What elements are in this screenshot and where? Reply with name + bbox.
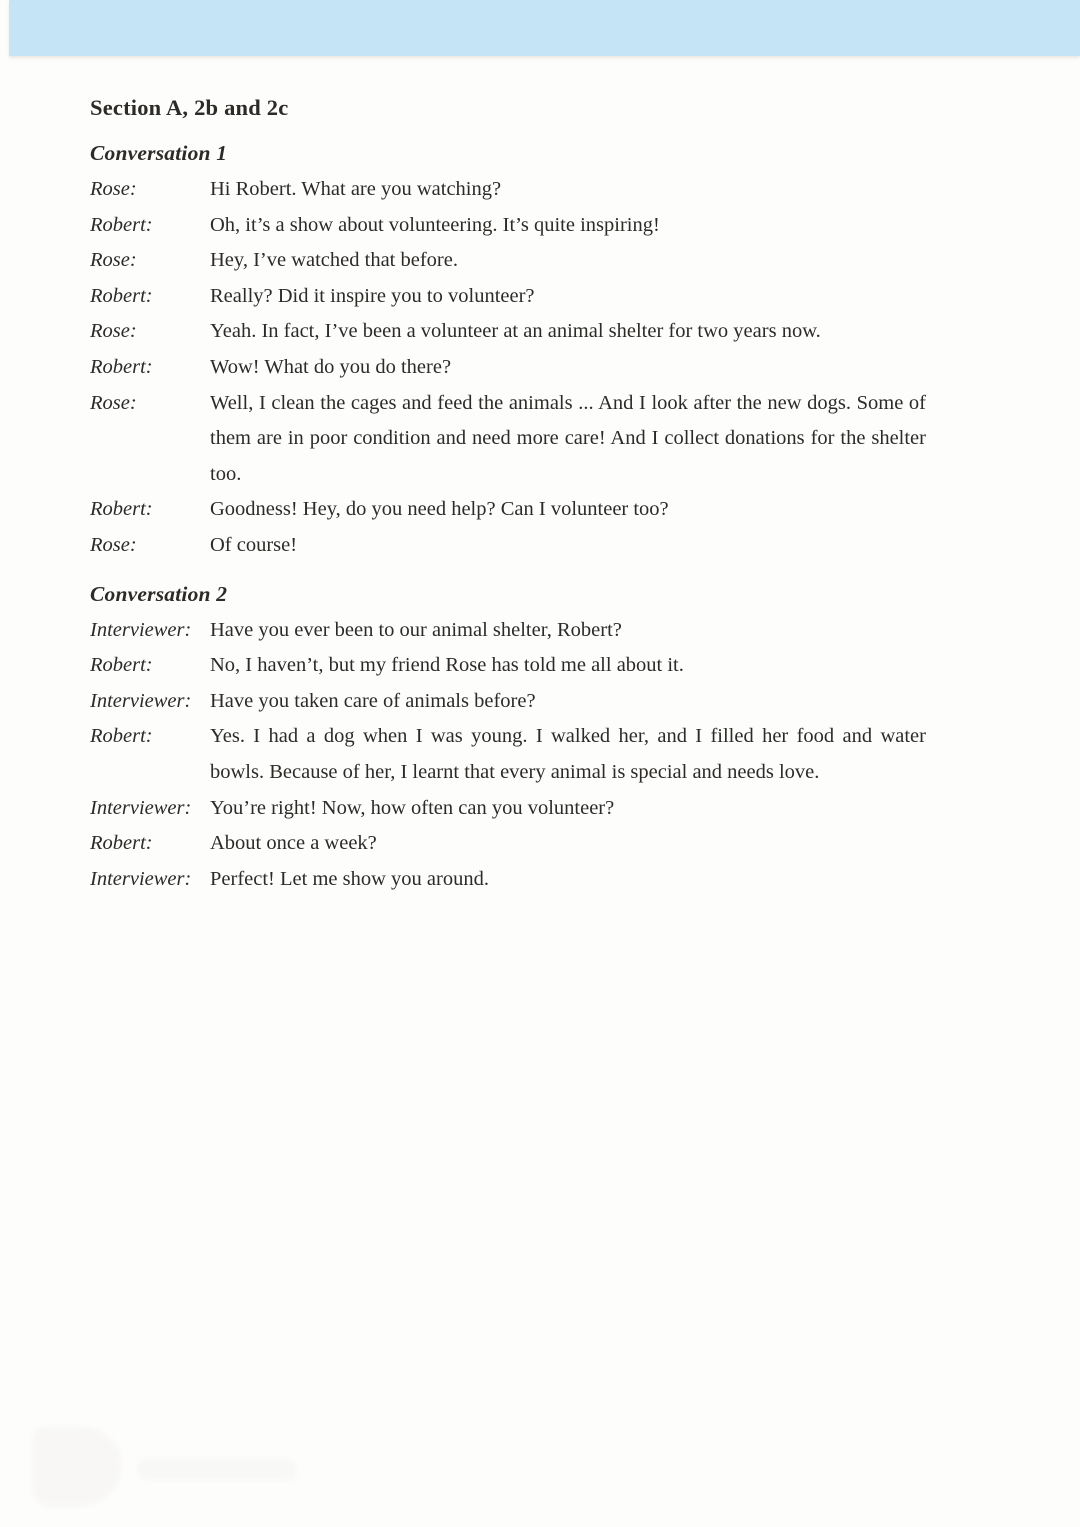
speaker-label: Rose: [90,178,137,200]
speaker-label: Rose: [90,249,137,272]
utterance-text: Have you ever been to our animal shelter, Robert? [210,618,622,641]
dialogue-line [90,791,926,827]
dialogue-line [90,350,926,386]
dialogue-line [90,279,926,315]
conversation-title: Conversation 2 [90,581,228,606]
utterance-text: About once a week? [210,832,377,855]
utterance-text: Really? Did it inspire you to volunteer? [210,284,535,307]
speaker-label: Rose: [90,533,137,556]
utterance-text: Yes. I had a dog when I was young. I walked her, and I filled her food and water bowls. Because of her, I learnt that every animal is special and needs love. [210,725,926,783]
speaker-label: Interviewer: [90,867,192,890]
utterance-text: Oh, it’s a show about volunteering. It’s quite inspiring! [210,213,660,236]
dialogue-line [90,684,926,720]
speaker-label: Interviewer: [90,689,192,712]
dialogue-line [90,719,926,790]
utterance-text: Hey, I’ve watched that before. [210,249,458,272]
dialogue-line [90,243,926,279]
watermark-shape [137,1459,297,1481]
utterance-text: Wow! What do you do there? [210,355,452,378]
conversations-container [90,137,926,897]
dialogue-line [90,172,926,208]
utterance-text: Perfect! Let me show you around. [210,867,489,890]
utterance-text: Have you taken care of animals before? [210,689,536,712]
dialogue-line [90,826,926,862]
dialogue-line [90,314,926,350]
utterance-text: Hi Robert. What are you watching? [210,178,502,200]
dialogue-line [90,862,926,898]
dialogue-line [90,492,926,528]
dialogue-line [90,648,926,684]
speaker-label: Robert: [90,654,153,677]
speaker-label: Robert: [90,355,153,378]
speaker-label: Robert: [90,284,153,307]
speaker-label: Robert: [90,213,153,236]
conversation-title: Conversation 1 [90,141,228,165]
conversation-block [90,137,926,564]
conversation-block [90,578,926,898]
utterance-text: Of course! [210,533,298,556]
dialogue-line [90,613,926,649]
header-band [9,0,1080,56]
speaker-label: Interviewer: [90,796,192,819]
dialogue-line [90,528,926,564]
speaker-label: Interviewer: [90,618,192,641]
section-title: Section A, 2b and 2c [90,95,289,120]
dialogue-line [90,208,926,244]
speaker-label: Robert: [90,725,153,748]
utterance-text: Well, I clean the cages and feed the animals ... And I look after the new dogs. Some of them are in poor condition and need more care! And I collect donations for the shelter too. [210,391,926,485]
speaker-label: Rose: [90,320,137,343]
speaker-label: Robert: [90,832,153,855]
watermark [22,1419,322,1519]
utterance-text: No, I haven’t, but my friend Rose has told me all about it. [210,654,684,677]
speaker-label: Robert: [90,498,153,521]
dialogue-line [90,386,926,493]
utterance-text: Yeah. In fact, I’ve been a volunteer at an animal shelter for two years now. [210,320,821,343]
utterance-text: You’re right! Now, how often can you volunteer? [210,796,615,819]
speaker-label: Rose: [90,391,137,414]
watermark-shape [32,1427,122,1507]
utterance-text: Goodness! Hey, do you need help? Can I volunteer too? [210,498,669,521]
page-content [90,56,926,897]
